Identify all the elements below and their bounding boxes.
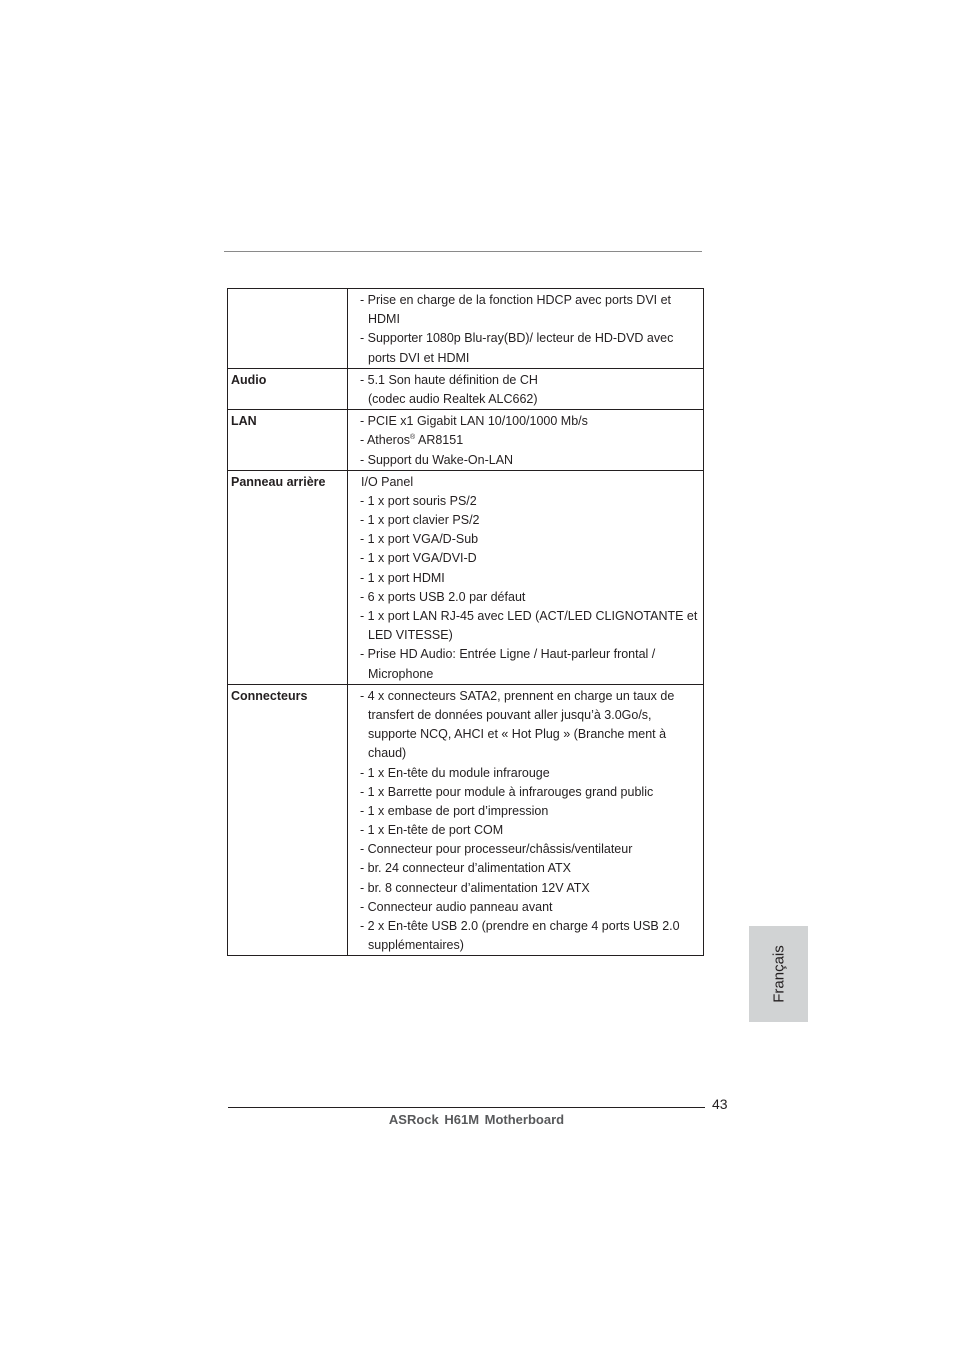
spec-values (348, 410, 704, 471)
spec-row-continued (228, 289, 704, 369)
spec-line: supplémentaires) (368, 938, 464, 953)
spec-row-lan (228, 410, 704, 471)
spec-row-audio (228, 368, 704, 409)
spec-line: - Support du Wake-On-LAN (360, 452, 514, 467)
spec-line: - 1 x embase de port d’impression (360, 803, 549, 818)
spec-label: Panneau arrière (228, 470, 348, 684)
spec-line: - Prise en charge de la fonction HDCP avec ports DVI et (360, 293, 672, 307)
spec-line: - 2 x En-tête USB 2.0 (prendre en charge 4 ports USB 2.0 (360, 919, 680, 933)
language-tab-label: Français (770, 945, 787, 1003)
spec-line-text: - Atheros (360, 433, 411, 448)
spec-line: - br. 8 connecteur d’alimentation 12V ATX (360, 880, 590, 895)
spec-line: - Supporter 1080p Blu-ray(BD)/ lecteur de HD-DVD avec (360, 331, 674, 346)
spec-label: LAN (228, 410, 348, 471)
spec-line: transfert de données pouvant aller jusqu’à 3.0Go/s, (368, 707, 652, 722)
spec-label: Connecteurs (228, 684, 348, 956)
spec-row-rear-panel (228, 470, 704, 684)
header-rule (224, 251, 702, 252)
spec-line: - PCIE x1 Gigabit LAN 10/100/1000 Mb/s (360, 414, 588, 429)
spec-line: ports DVI et HDMI (368, 350, 470, 365)
spec-line: - 1 x port VGA/D-Sub (360, 532, 479, 547)
spec-label (228, 289, 348, 369)
page-number: 43 (712, 1096, 728, 1112)
spec-line-atheros (360, 431, 701, 450)
spec-line: LED VITESSE) (368, 628, 453, 643)
spec-line: Microphone (368, 666, 434, 681)
spec-line: HDMI (368, 312, 400, 327)
spec-line: - 1 x port clavier PS/2 (360, 513, 480, 528)
spec-line: chaud) (368, 746, 407, 761)
spec-line: - br. 24 connecteur d’alimentation ATX (360, 861, 571, 876)
spec-label: Audio (228, 368, 348, 409)
spec-line: - 5.1 Son haute définition de CH (360, 372, 538, 387)
spec-line: - 1 x port souris PS/2 (360, 493, 477, 508)
spec-line: (codec audio Realtek ALC662) (368, 391, 538, 406)
spec-line: - Connecteur pour processeur/châssis/ventilateur (360, 842, 633, 857)
spec-line: - 1 x En-tête de port COM (360, 823, 504, 838)
spec-line-text: AR8151 (415, 433, 464, 448)
spec-line: - 1 x port HDMI (360, 570, 445, 585)
spec-line: - 4 x connecteurs SATA2, prennent en charge un taux de (360, 688, 675, 703)
spec-line: I/O Panel (361, 474, 414, 489)
spec-values (348, 470, 704, 684)
spec-line: - 6 x ports USB 2.0 par défaut (360, 589, 526, 604)
spec-line: supporte NCQ, AHCI et « Hot Plug » (Branche ment à (368, 727, 667, 742)
spec-line: - 1 x port LAN RJ-45 avec LED (ACT/LED CLIGNOTANTE et (360, 609, 698, 623)
spec-values (348, 289, 704, 369)
language-tab (749, 926, 808, 1022)
spec-values (348, 684, 704, 956)
spec-table (227, 288, 704, 956)
footer-rule (228, 1107, 705, 1108)
spec-line: - 1 x En-tête du module infrarouge (360, 765, 550, 780)
registered-mark: ® (410, 434, 416, 442)
footer-title: ASRock H61M Motherboard (388, 1112, 565, 1127)
spec-line: - Prise HD Audio: Entrée Ligne / Haut-parleur frontal / (360, 647, 656, 662)
spec-values (348, 368, 704, 409)
spec-line: - 1 x port VGA/DVI-D (360, 551, 477, 566)
spec-line: - 1 x Barrette pour module à infrarouges grand public (360, 784, 654, 799)
spec-row-connectors (228, 684, 704, 956)
spec-line: - Connecteur audio panneau avant (360, 899, 553, 914)
